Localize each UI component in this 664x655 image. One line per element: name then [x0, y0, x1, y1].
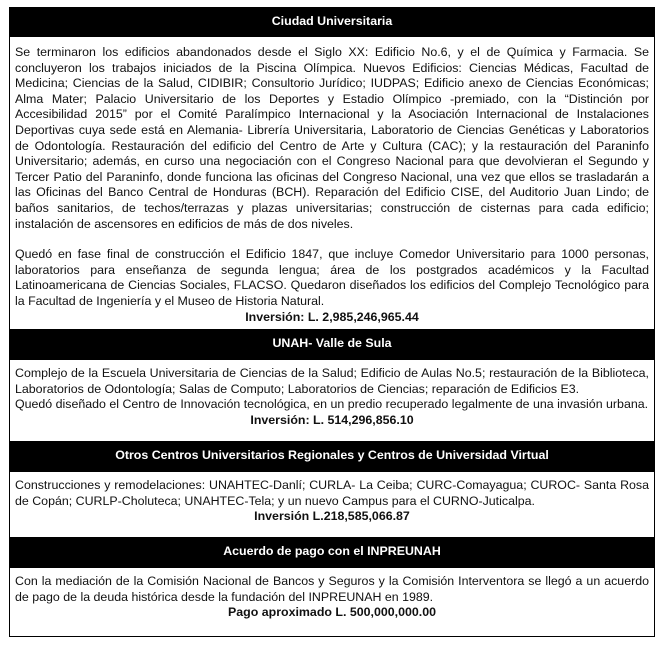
investment-amount: Inversión: L. 2,985,246,965.44 [245, 309, 419, 324]
section-body-ciudad-universitaria [10, 36, 654, 329]
investment-amount: Inversión: L. 514,296,856.10 [250, 412, 414, 427]
section-header-otros-centros [10, 441, 654, 471]
section-paragraph: Quedó diseñado el Centro de Innovación tecnológica, en un predio recuperado legalmente de una invasión urbana. [15, 397, 649, 412]
section-paragraph: Se terminaron los edificios abandonados desde el Siglo XX: Edificio No.6, y el de Química y Farmacia. Se concluyeron los trabajos iniciados de la Piscina Olímpica. Nuevos Edificios: Ciencias Médicas, Facultad de Medicina; Ciencias de la Salud, CIDIBIR; Consultorio Jurídico; IUDPAS; Edificio anexo de Ciencias Económicas; Alma Mater; Palacio Universitario de los Deportes y Estadio Olímpico -premiado, con la “Distinción por Accesibilidad 2015” por el Comité Paralímpico Internacional y la Asociación Internacional de Instalaciones Deportivas cuya sede está en Alemania- Librería Universitaria, Laboratorio de Ciencias Genéticas y Laboratorios de Odontología. Restauración del edificio del Centro de Arte y Cultura (CAC); y la restauración del Paraninfo Universitario; además, en curso una negociación con el Congreso Nacional para que devolvieran el Segundo y Tercer Patio del Paraninfo, donde funciona las oficinas del Congreso Nacional, una vez que ellos se trasladarán a las Oficinas del Banco Central de Honduras (BCH). Reparación del Edificio CISE, del Auditorio Juan Lindo; de baños sanitarios, de techos/terrazas y plazas universitarias; construcción de cisternas para cada edificio; instalación de ascensores en edificios de más de dos niveles. [15, 45, 649, 231]
section-paragraph: Construcciones y remodelaciones: UNAHTEC-Danlí; CURLA- La Ceiba; CURC-Comayagua; CUROC- Santa Rosa de Copán; CURLP-Choluteca; UNAHTEC-Tela; y un nuevo Campus para el CURNO-Juticalpa. [15, 478, 649, 508]
investment-amount: Pago aproximado L. 500,000,000.00 [228, 605, 436, 620]
section-paragraph: Complejo de la Escuela Universitaria de Ciencias de la Salud; Edificio de Aulas No.5; restauración de la Biblioteca, Laboratorios de Odontología; Salas de Computo; Laboratorios de Ciencias; reparación de Edificios E3. [15, 366, 649, 396]
section-body-otros-centros [10, 471, 654, 537]
section-header-inpreunah [10, 537, 654, 567]
section-title: UNAH- Valle de Sula [272, 336, 392, 351]
investment-amount: Inversión L.218,585,066.87 [254, 509, 410, 524]
section-paragraph: Con la mediación de la Comisión Nacional de Bancos y Seguros y la Comisión Interventora se llegó a un acuerdo de pago de la deuda histórica desde la fundación del INPREUNAH en 1989. [15, 574, 649, 604]
section-header-valle-de-sula [10, 329, 654, 359]
section-paragraph: Quedó en fase final de construcción el Edificio 1847, que incluye Comedor Universitario para 1000 personas, laboratorios para enseñanza de segunda lengua; área de los postgrados académicos y la Facultad Latinoamericana de Ciencias Sociales, FLACSO. Quedaron diseñados los edificios del Complejo Tecnológico para la Facultad de Ingeniería y el Museo de Historia Natural. [15, 247, 649, 308]
section-title: Otros Centros Universitarios Regionales y Centros de Universidad Virtual [115, 448, 549, 463]
section-title: Acuerdo de pago con el INPREUNAH [223, 544, 441, 559]
projects-table [9, 7, 655, 637]
section-body-inpreunah [10, 567, 654, 636]
section-body-valle-de-sula [10, 359, 654, 441]
section-header-ciudad-universitaria [10, 8, 654, 36]
section-title: Ciudad Universitaria [271, 14, 393, 29]
